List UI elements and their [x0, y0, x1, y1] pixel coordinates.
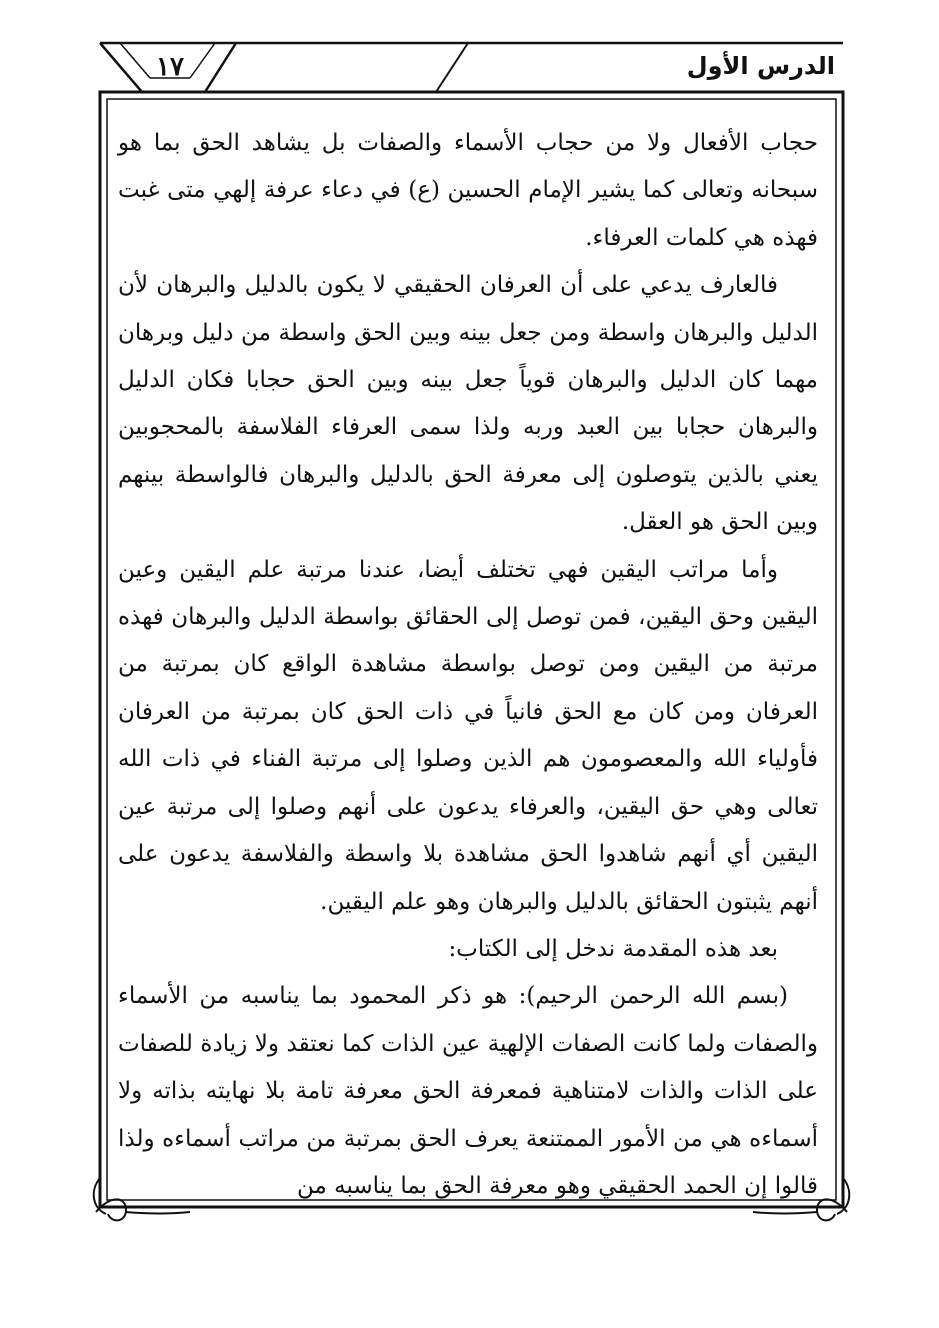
running-title: الدرس الأول	[686, 52, 835, 80]
page-number: ١٧	[156, 52, 184, 82]
paragraph-5: (بسم الله الرحمن الرحيم): هو ذكر المحمود بما يناسبه من الأسماء والصفات ولما كانت الصفات الإلهية عين الذات كما نعتقد ولا زيادة للصفات على الذات والذات لامتناهية فمعرفة الحق معرفة تامة بلا نهايته بذاته ولا أسماءه هي من الأمور الممتنعة يعرف الحق بمرتبة من مراتب أسماءه ولذا قالوا إن الحمد الحقيقي وهو معرفة الحق بما يناسبه من	[118, 983, 818, 1199]
paragraph-3: وأما مراتب اليقين فهي تختلف أيضا، عندنا مرتبة علم اليقين وعين اليقين وحق اليقين، فمن توصل إلى الحقائق بواسطة الدليل والبرهان فهذه مرتبة من اليقين ومن توصل بواسطة مشاهدة الواقع كان بمرتبة من العرفان ومن كان مع الحق فانياً في ذات الحق كان بمرتبة من العرفان فأولياء الله والمعصومون هم الذين وصلوا إلى مرتبة الفناء في ذات الله تعالى وهي حق اليقين، والعرفاء يدعون على أنهم وصلوا إلى مرتبة عين اليقين أي أنهم شاهدوا الحق مشاهدة بلا واسطة والفلاسفة يدعون على أنهم يثبتون الحقائق بالدليل والبرهان وهو علم اليقين.	[118, 556, 818, 915]
body-text	[118, 120, 818, 1210]
paragraph-4: بعد هذه المقدمة ندخل إلى الكتاب:	[448, 935, 778, 962]
paragraph-2: فالعارف يدعي على أن العرفان الحقيقي لا يكون بالدليل والبرهان لأن الدليل والبرهان واسطة ومن جعل بينه وبين الحق واسطة من دليل وبرهان مهما كان الدليل والبرهان قوياً جعل بينه وبين الحق حجابا فكان الدليل والبرهان حجابا بين العبد وربه ولذا سمى العرفاء الفلاسفة بالمحجوبين يعني بالذين يتوصلون إلى معرفة الحق بالدليل والبرهان فالواسطة بينهم وبين الحق هو العقل.	[118, 272, 818, 536]
paragraph-1: حجاب الأفعال ولا من حجاب الأسماء والصفات بل يشاهد الحق بما هو سبحانه وتعالى كما يشير الإمام الحسين (ع) في دعاء عرفة إلهي متى غبت فهذه هي كلمات العرفاء.	[118, 130, 818, 251]
